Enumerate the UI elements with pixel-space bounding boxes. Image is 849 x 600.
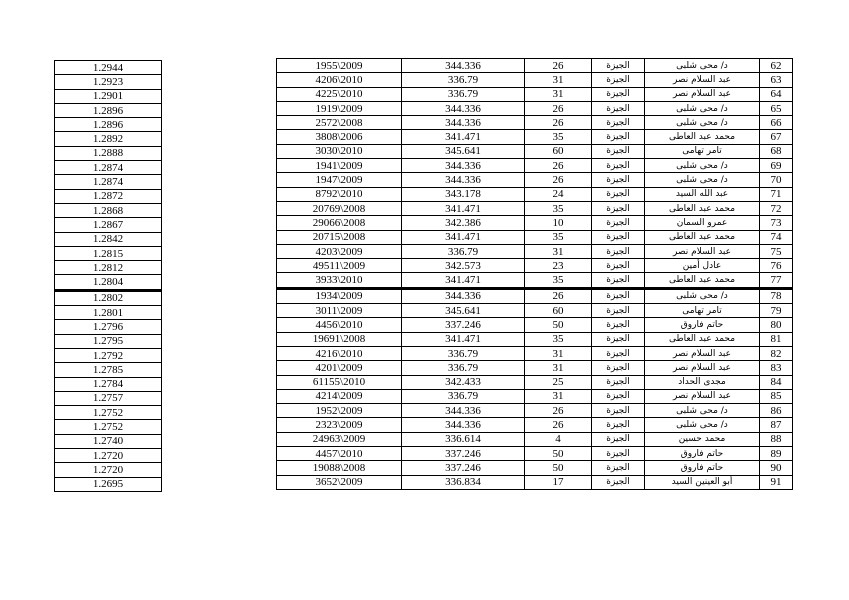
value-cell: 344.336	[402, 404, 525, 418]
index-cell: 81	[760, 332, 793, 346]
left-value-row	[55, 363, 162, 377]
value-cell: 336.79	[402, 73, 525, 87]
table-row	[277, 101, 793, 115]
value-cell: 344.336	[402, 59, 525, 73]
value-cell: 341.471	[402, 201, 525, 215]
index-cell: 85	[760, 389, 793, 403]
name-cell: عبد السلام نصر	[645, 73, 760, 87]
name-cell: مجدى الحداد	[645, 375, 760, 389]
value-cell: 336.834	[402, 475, 525, 489]
city-cell: الجيزة	[592, 361, 645, 375]
reference-cell: 4206\2010	[277, 73, 402, 87]
table-row	[277, 130, 793, 144]
table-row	[277, 418, 793, 432]
number-cell: 26	[525, 116, 592, 130]
city-cell: الجيزة	[592, 273, 645, 288]
number-cell: 35	[525, 273, 592, 288]
index-cell: 70	[760, 173, 793, 187]
table-row	[277, 244, 793, 258]
value-cell: 344.336	[402, 173, 525, 187]
index-cell: 79	[760, 304, 793, 318]
left-value-row	[55, 290, 162, 305]
number-cell: 31	[525, 389, 592, 403]
name-cell: د/ محى شلبى	[645, 288, 760, 303]
table-row	[277, 216, 793, 230]
index-cell: 76	[760, 259, 793, 273]
index-cell: 83	[760, 361, 793, 375]
name-cell: عبد السلام نصر	[645, 361, 760, 375]
index-cell: 68	[760, 144, 793, 158]
table-row	[277, 116, 793, 130]
city-cell: الجيزة	[592, 130, 645, 144]
city-cell: الجيزة	[592, 447, 645, 461]
reference-cell: 19691\2008	[277, 332, 402, 346]
name-cell: محمد عبد العاطى	[645, 230, 760, 244]
left-value-row	[55, 146, 162, 160]
left-value-cell: 1.2815	[55, 246, 162, 260]
reference-cell: 1955\2009	[277, 59, 402, 73]
left-value-cell: 1.2812	[55, 261, 162, 275]
left-value-row	[55, 275, 162, 290]
reference-cell: 4214\2009	[277, 389, 402, 403]
reference-cell: 1934\2009	[277, 288, 402, 303]
left-value-row	[55, 118, 162, 132]
number-cell: 26	[525, 288, 592, 303]
number-cell: 17	[525, 475, 592, 489]
left-value-row	[55, 449, 162, 463]
table-row	[277, 404, 793, 418]
table-row	[277, 187, 793, 201]
index-cell: 69	[760, 159, 793, 173]
left-value-row	[55, 377, 162, 391]
city-cell: الجيزة	[592, 116, 645, 130]
table-row	[277, 375, 793, 389]
table-row	[277, 346, 793, 360]
left-value-cell: 1.2695	[55, 477, 162, 491]
number-cell: 50	[525, 447, 592, 461]
left-value-row	[55, 132, 162, 146]
number-cell: 31	[525, 244, 592, 258]
city-cell: الجيزة	[592, 404, 645, 418]
name-cell: عبد السلام نصر	[645, 244, 760, 258]
table-row	[277, 288, 793, 303]
left-value-row	[55, 161, 162, 175]
table-row	[277, 447, 793, 461]
left-value-cell: 1.2757	[55, 391, 162, 405]
city-cell: الجيزة	[592, 144, 645, 158]
value-cell: 337.246	[402, 461, 525, 475]
table-row	[277, 259, 793, 273]
value-cell: 344.336	[402, 159, 525, 173]
index-cell: 73	[760, 216, 793, 230]
index-cell: 88	[760, 432, 793, 446]
reference-cell: 3808\2006	[277, 130, 402, 144]
name-cell: حاتم فاروق	[645, 318, 760, 332]
left-value-row	[55, 406, 162, 420]
reference-cell: 4225\2010	[277, 87, 402, 101]
name-cell: محمد حسين	[645, 432, 760, 446]
table-row	[277, 73, 793, 87]
reference-cell: 8792\2010	[277, 187, 402, 201]
left-value-cell: 1.2842	[55, 232, 162, 246]
name-cell: تامر تهامى	[645, 304, 760, 318]
left-value-cell: 1.2892	[55, 132, 162, 146]
table-row	[277, 318, 793, 332]
left-value-row	[55, 103, 162, 117]
name-cell: عبد الله السيد	[645, 187, 760, 201]
left-value-cell: 1.2896	[55, 103, 162, 117]
index-cell: 87	[760, 418, 793, 432]
city-cell: الجيزة	[592, 418, 645, 432]
name-cell: د/ محى شلبى	[645, 116, 760, 130]
reference-cell: 2323\2009	[277, 418, 402, 432]
city-cell: الجيزة	[592, 187, 645, 201]
value-cell: 345.641	[402, 304, 525, 318]
city-cell: الجيزة	[592, 332, 645, 346]
index-cell: 64	[760, 87, 793, 101]
value-cell: 337.246	[402, 447, 525, 461]
table-row	[277, 87, 793, 101]
name-cell: د/ محى شلبى	[645, 59, 760, 73]
value-cell: 336.79	[402, 244, 525, 258]
name-cell: محمد عبد العاطى	[645, 332, 760, 346]
left-value-row	[55, 61, 162, 75]
left-value-cell: 1.2923	[55, 75, 162, 89]
left-value-row	[55, 89, 162, 103]
table-row	[277, 475, 793, 489]
value-cell: 337.246	[402, 318, 525, 332]
number-cell: 26	[525, 59, 592, 73]
left-values-body	[55, 61, 162, 492]
reference-cell: 1947\2009	[277, 173, 402, 187]
reference-cell: 2572\2008	[277, 116, 402, 130]
value-cell: 336.79	[402, 87, 525, 101]
number-cell: 24	[525, 187, 592, 201]
name-cell: عبد السلام نصر	[645, 389, 760, 403]
left-value-cell: 1.2796	[55, 320, 162, 334]
value-cell: 342.386	[402, 216, 525, 230]
name-cell: د/ محى شلبى	[645, 101, 760, 115]
index-cell: 90	[760, 461, 793, 475]
number-cell: 26	[525, 159, 592, 173]
reference-cell: 20715\2008	[277, 230, 402, 244]
table-row	[277, 144, 793, 158]
left-value-row	[55, 420, 162, 434]
left-value-row	[55, 261, 162, 275]
table-row	[277, 361, 793, 375]
reference-cell: 3933\2010	[277, 273, 402, 288]
table-row	[277, 230, 793, 244]
number-cell: 31	[525, 73, 592, 87]
name-cell: تامر تهامى	[645, 144, 760, 158]
reference-cell: 29066\2008	[277, 216, 402, 230]
name-cell: د/ محى شلبى	[645, 418, 760, 432]
number-cell: 31	[525, 87, 592, 101]
value-cell: 344.336	[402, 116, 525, 130]
left-value-row	[55, 334, 162, 348]
city-cell: الجيزة	[592, 87, 645, 101]
table-row	[277, 389, 793, 403]
left-value-cell: 1.2784	[55, 377, 162, 391]
index-cell: 78	[760, 288, 793, 303]
table-row	[277, 173, 793, 187]
index-cell: 67	[760, 130, 793, 144]
left-value-cell: 1.2874	[55, 161, 162, 175]
left-value-cell: 1.2785	[55, 363, 162, 377]
city-cell: الجيزة	[592, 259, 645, 273]
city-cell: الجيزة	[592, 346, 645, 360]
city-cell: الجيزة	[592, 230, 645, 244]
reference-cell: 24963\2009	[277, 432, 402, 446]
number-cell: 35	[525, 332, 592, 346]
city-cell: الجيزة	[592, 73, 645, 87]
left-value-row	[55, 189, 162, 203]
reference-cell: 1952\2009	[277, 404, 402, 418]
index-cell: 84	[760, 375, 793, 389]
left-value-cell: 1.2792	[55, 348, 162, 362]
value-cell: 344.336	[402, 101, 525, 115]
value-cell: 336.614	[402, 432, 525, 446]
value-cell: 341.471	[402, 130, 525, 144]
left-value-cell: 1.2720	[55, 463, 162, 477]
reference-cell: 1941\2009	[277, 159, 402, 173]
value-cell: 343.178	[402, 187, 525, 201]
left-value-row	[55, 348, 162, 362]
left-value-row	[55, 75, 162, 89]
name-cell: أبو العينين السيد	[645, 475, 760, 489]
left-value-row	[55, 175, 162, 189]
value-cell: 344.336	[402, 418, 525, 432]
left-value-row	[55, 203, 162, 217]
left-value-cell: 1.2740	[55, 434, 162, 448]
table-row	[277, 332, 793, 346]
name-cell: حاتم فاروق	[645, 447, 760, 461]
number-cell: 35	[525, 201, 592, 215]
number-cell: 25	[525, 375, 592, 389]
name-cell: د/ محى شلبى	[645, 173, 760, 187]
city-cell: الجيزة	[592, 101, 645, 115]
index-cell: 91	[760, 475, 793, 489]
left-value-cell: 1.2896	[55, 118, 162, 132]
left-value-cell: 1.2888	[55, 146, 162, 160]
table-row	[277, 304, 793, 318]
reference-cell: 61155\2010	[277, 375, 402, 389]
left-value-row	[55, 306, 162, 320]
city-cell: الجيزة	[592, 244, 645, 258]
left-value-row	[55, 434, 162, 448]
left-value-cell: 1.2801	[55, 306, 162, 320]
table-row	[277, 159, 793, 173]
number-cell: 26	[525, 418, 592, 432]
city-cell: الجيزة	[592, 432, 645, 446]
value-cell: 345.641	[402, 144, 525, 158]
city-cell: الجيزة	[592, 318, 645, 332]
left-value-cell: 1.2872	[55, 189, 162, 203]
city-cell: الجيزة	[592, 475, 645, 489]
table-row	[277, 273, 793, 288]
index-cell: 89	[760, 447, 793, 461]
index-cell: 86	[760, 404, 793, 418]
city-cell: الجيزة	[592, 59, 645, 73]
number-cell: 60	[525, 304, 592, 318]
number-cell: 50	[525, 461, 592, 475]
index-cell: 62	[760, 59, 793, 73]
name-cell: محمد عبد العاطى	[645, 201, 760, 215]
left-value-cell: 1.2720	[55, 449, 162, 463]
value-cell: 336.79	[402, 389, 525, 403]
value-cell: 344.336	[402, 288, 525, 303]
reference-cell: 49511\2009	[277, 259, 402, 273]
left-value-cell: 1.2802	[55, 290, 162, 305]
reference-cell: 3030\2010	[277, 144, 402, 158]
city-cell: الجيزة	[592, 304, 645, 318]
index-cell: 77	[760, 273, 793, 288]
left-value-cell: 1.2752	[55, 420, 162, 434]
name-cell: عبد السلام نصر	[645, 346, 760, 360]
reference-cell: 3011\2009	[277, 304, 402, 318]
reference-cell: 4456\2010	[277, 318, 402, 332]
left-value-cell: 1.2867	[55, 218, 162, 232]
table-row	[277, 432, 793, 446]
name-cell: د/ محى شلبى	[645, 159, 760, 173]
reference-cell: 4203\2009	[277, 244, 402, 258]
number-cell: 4	[525, 432, 592, 446]
value-cell: 336.79	[402, 346, 525, 360]
left-value-row	[55, 320, 162, 334]
number-cell: 26	[525, 101, 592, 115]
left-value-cell: 1.2804	[55, 275, 162, 290]
city-cell: الجيزة	[592, 159, 645, 173]
number-cell: 35	[525, 230, 592, 244]
name-cell: محمد عبد العاطى	[645, 273, 760, 288]
reference-cell: 3652\2009	[277, 475, 402, 489]
reference-cell: 19088\2008	[277, 461, 402, 475]
city-cell: الجيزة	[592, 201, 645, 215]
value-cell: 341.471	[402, 332, 525, 346]
index-cell: 66	[760, 116, 793, 130]
city-cell: الجيزة	[592, 288, 645, 303]
reference-cell: 4457\2010	[277, 447, 402, 461]
number-cell: 31	[525, 346, 592, 360]
name-cell: عادل أمين	[645, 259, 760, 273]
number-cell: 35	[525, 130, 592, 144]
left-value-cell: 1.2752	[55, 406, 162, 420]
number-cell: 26	[525, 173, 592, 187]
index-cell: 75	[760, 244, 793, 258]
reference-cell: 4201\2009	[277, 361, 402, 375]
value-cell: 341.471	[402, 230, 525, 244]
left-value-row	[55, 463, 162, 477]
value-cell: 341.471	[402, 273, 525, 288]
number-cell: 10	[525, 216, 592, 230]
number-cell: 26	[525, 404, 592, 418]
index-cell: 72	[760, 201, 793, 215]
value-cell: 336.79	[402, 361, 525, 375]
number-cell: 23	[525, 259, 592, 273]
city-cell: الجيزة	[592, 389, 645, 403]
name-cell: محمد عبد العاطى	[645, 130, 760, 144]
index-cell: 65	[760, 101, 793, 115]
index-cell: 82	[760, 346, 793, 360]
table-row	[277, 201, 793, 215]
left-value-row	[55, 218, 162, 232]
left-value-cell: 1.2901	[55, 89, 162, 103]
name-cell: عبد السلام نصر	[645, 87, 760, 101]
main-data-body	[277, 59, 793, 490]
reference-cell: 20769\2008	[277, 201, 402, 215]
left-value-cell: 1.2868	[55, 203, 162, 217]
left-value-row	[55, 391, 162, 405]
city-cell: الجيزة	[592, 461, 645, 475]
value-cell: 342.433	[402, 375, 525, 389]
reference-cell: 1919\2009	[277, 101, 402, 115]
left-value-cell: 1.2944	[55, 61, 162, 75]
number-cell: 50	[525, 318, 592, 332]
city-cell: الجيزة	[592, 375, 645, 389]
left-value-cell: 1.2795	[55, 334, 162, 348]
table-row	[277, 59, 793, 73]
name-cell: حاتم فاروق	[645, 461, 760, 475]
index-cell: 63	[760, 73, 793, 87]
number-cell: 31	[525, 361, 592, 375]
left-value-row	[55, 477, 162, 491]
city-cell: الجيزة	[592, 173, 645, 187]
index-cell: 80	[760, 318, 793, 332]
left-values-table	[54, 60, 162, 492]
index-cell: 74	[760, 230, 793, 244]
reference-cell: 4216\2010	[277, 346, 402, 360]
city-cell: الجيزة	[592, 216, 645, 230]
name-cell: عمرو السمان	[645, 216, 760, 230]
left-value-row	[55, 232, 162, 246]
index-cell: 71	[760, 187, 793, 201]
table-row	[277, 461, 793, 475]
number-cell: 60	[525, 144, 592, 158]
left-value-row	[55, 246, 162, 260]
name-cell: د/ محى شلبى	[645, 404, 760, 418]
left-value-cell: 1.2874	[55, 175, 162, 189]
main-data-table	[276, 58, 793, 490]
value-cell: 342.573	[402, 259, 525, 273]
